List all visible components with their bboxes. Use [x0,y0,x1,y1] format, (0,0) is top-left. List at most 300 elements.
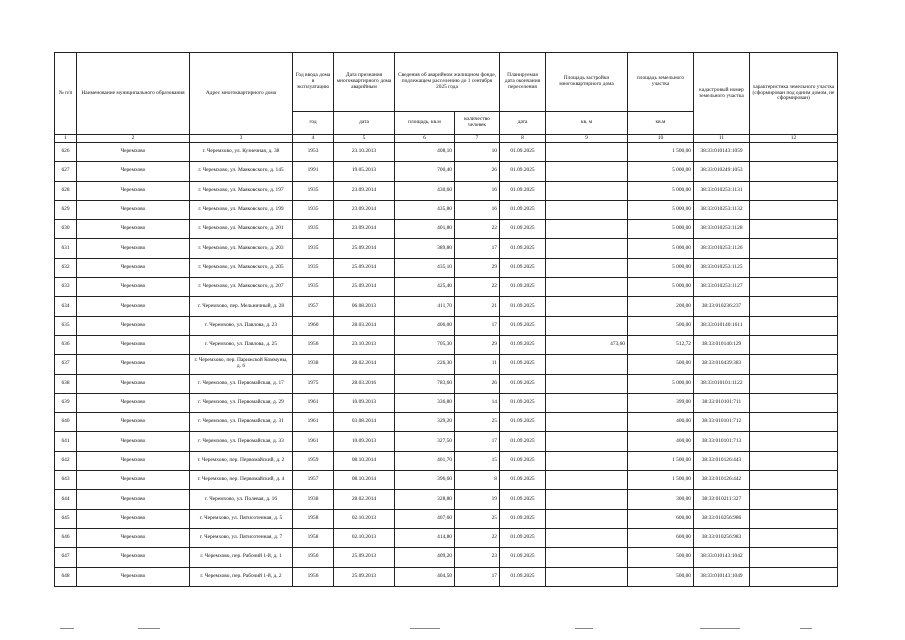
row-end-date: 01.09.2025 [500,297,546,316]
row-land-character [750,355,838,374]
row-address: г. Черемхово, пер. Первомайский, д. 2 [190,451,293,470]
table-row [55,258,838,277]
row-land-area: 500,00 [628,567,694,586]
row-municipality: Черемхово [77,239,190,258]
row-people: 22 [455,278,500,297]
row-land-area: 5 000,00 [628,220,694,239]
row-address: г. Черемхово, пер. Рабочий 1-й, д. 1 [190,548,293,567]
row-year: 1959 [293,451,334,470]
row-area: 401,80 [395,220,455,239]
row-people: 23 [455,548,500,567]
row-land-area: 5 000,00 [628,162,694,181]
row-building-area [546,355,628,374]
row-land-area: 399,00 [628,393,694,412]
row-number: 626 [55,143,77,162]
row-building-area [546,451,628,470]
row-cadastral: 38:33:010126:443 [694,451,750,470]
row-land-character [750,162,838,181]
row-number: 641 [55,432,77,451]
table-row [55,471,838,490]
row-people: 26 [455,162,500,181]
row-end-date: 01.09.2025 [500,258,546,277]
row-building-area: 473,60 [546,335,628,354]
row-cadastral: 38:33:010253:1125 [694,258,750,277]
row-area: 435,10 [395,258,455,277]
column-number: 5 [334,135,395,143]
row-land-character [750,200,838,219]
row-address: г. Черемхово, ул. Пятисотенная, д. 7 [190,528,293,547]
row-address: г. Черемхово, пер. Первомайский, д. 4 [190,471,293,490]
row-land-character [750,143,838,162]
row-address: г. Черемхово, пер. Рабочий 1-й, д. 2 [190,567,293,586]
header-year-commission: Год ввода дома в эксплуатацию [293,53,334,112]
row-address: г. Черемхово, ул. Первомайская, д. 29 [190,393,293,412]
row-year: 1956 [293,567,334,586]
table-row [55,220,838,239]
table-row [55,567,838,586]
row-year: 1961 [293,432,334,451]
row-cadastral: 38:33:010236:237 [694,297,750,316]
row-land-area: 200,00 [628,297,694,316]
row-land-character [750,297,838,316]
row-end-date: 01.09.2025 [500,316,546,335]
subheader-land-sqm: кв.м [628,112,694,135]
row-land-area: 400,00 [628,413,694,432]
row-end-date: 01.09.2025 [500,239,546,258]
row-number: 640 [55,413,77,432]
row-land-character [750,548,838,567]
row-people: 17 [455,239,500,258]
table-row [55,393,838,412]
row-address: г. Черемхово, ул. Павлова, д. 23 [190,316,293,335]
row-number: 628 [55,181,77,200]
row-cadastral: 38:33:010253:1126 [694,239,750,258]
row-cadastral: 38:33:010253:1127 [694,278,750,297]
row-people: 16 [455,181,500,200]
row-end-date: 01.09.2025 [500,355,546,374]
row-end-date: 01.09.2025 [500,278,546,297]
row-people: 25 [455,509,500,528]
column-number: 7 [455,135,500,143]
header-relocated-group: Сведения об аварийном жилищном фонде, подлежащем расселению до 1 сентября 2025 года [395,53,500,112]
table-body [55,143,838,587]
row-municipality: Черемхово [77,567,190,586]
subheader-year: год [293,112,334,135]
row-year: 1953 [293,143,334,162]
row-building-area [546,220,628,239]
row-year: 1956 [293,548,334,567]
row-building-area [546,490,628,509]
row-year: 1961 [293,393,334,412]
row-area: 425,40 [395,278,455,297]
table-row [55,143,838,162]
row-number: 647 [55,548,77,567]
table-row [55,432,838,451]
row-people: 8 [455,471,500,490]
row-people: 16 [455,200,500,219]
row-building-area [546,393,628,412]
row-municipality: Черемхово [77,258,190,277]
row-year: 1935 [293,278,334,297]
table-row [55,297,838,316]
header-date-emergency: Дата признания многоквартирного дома аварийным [334,53,395,112]
row-end-date: 01.09.2025 [500,471,546,490]
row-municipality: Черемхово [77,220,190,239]
table-row [55,548,838,567]
row-building-area [546,239,628,258]
row-year: 1958 [293,528,334,547]
row-land-area: 5 000,00 [628,374,694,393]
row-end-date: 01.09.2025 [500,548,546,567]
column-number: 9 [546,135,628,143]
row-building-area [546,413,628,432]
row-end-date: 01.09.2025 [500,220,546,239]
row-area: 329,20 [395,413,455,432]
scan-mark [410,628,440,629]
row-municipality: Черемхово [77,490,190,509]
row-number: 634 [55,297,77,316]
row-area: 700,40 [395,162,455,181]
row-land-character [750,316,838,335]
row-address: г. Черемхово, пер. Парижской Коммуны, д. 6 [190,355,293,374]
row-land-character [750,509,838,528]
row-municipality: Черемхово [77,200,190,219]
row-people: 26 [455,374,500,393]
row-cadastral: 38:33:010140:129 [694,335,750,354]
row-cadastral: 38:33:010101:713 [694,432,750,451]
column-number: 11 [694,135,750,143]
row-building-area [546,200,628,219]
row-address: г. Черемхово, ул. Маяковского, д. 201 [190,220,293,239]
row-number: 639 [55,393,77,412]
row-land-character [750,181,838,200]
row-number: 631 [55,239,77,258]
row-land-area: 500,00 [628,355,694,374]
row-year: 1991 [293,162,334,181]
table-row [55,239,838,258]
row-land-character [750,335,838,354]
row-area: 409,20 [395,548,455,567]
row-address: г. Черемхово, ул. Маяковского, д. 145 [190,162,293,181]
row-building-area [546,528,628,547]
row-people: 10 [455,143,500,162]
row-year: 1958 [293,509,334,528]
header-building-area: Площадь застройки многоквартирного дома [546,53,628,112]
subheader-building-sqm: кв. м [546,112,628,135]
row-land-area: 5 000,00 [628,258,694,277]
row-land-character [750,432,838,451]
row-cadastral: 38:33:010143:1049 [694,567,750,586]
row-people: 19 [455,490,500,509]
row-land-area: 500,00 [628,548,694,567]
row-year: 1935 [293,220,334,239]
row-people: 15 [455,451,500,470]
row-building-area [546,548,628,567]
row-number: 627 [55,162,77,181]
row-end-date: 01.09.2025 [500,413,546,432]
row-number: 642 [55,451,77,470]
row-area: 414,80 [395,528,455,547]
row-emergency-date: 02.10.2013 [334,509,395,528]
table-row [55,200,838,219]
row-land-character [750,393,838,412]
subheader-people: количество человек [455,112,500,135]
row-municipality: Черемхово [77,432,190,451]
row-emergency-date: 03.08.2014 [334,413,395,432]
table-row [55,162,838,181]
row-year: 1960 [293,316,334,335]
row-number: 646 [55,528,77,547]
column-number: 6 [395,135,455,143]
row-number: 644 [55,490,77,509]
row-area: 327,50 [395,432,455,451]
row-address: г. Черемхово, ул. Первомайская, д. 17 [190,374,293,393]
column-number: 10 [628,135,694,143]
row-number: 635 [55,316,77,335]
row-address: г. Черемхово, ул. Первомайская, д. 33 [190,432,293,451]
row-number: 637 [55,355,77,374]
row-number: 638 [55,374,77,393]
row-area: 783,60 [395,374,455,393]
row-year: 1935 [293,239,334,258]
row-municipality: Черемхово [77,143,190,162]
header-land-character: характеристика земельного участка (сформирован под одним домом, не сформирован) [750,53,838,135]
row-end-date: 01.09.2025 [500,393,546,412]
row-people: 17 [455,432,500,451]
table-row [55,451,838,470]
row-building-area [546,258,628,277]
row-cadastral: 38:33:010253:1131 [694,181,750,200]
row-emergency-date: 25.09.2013 [334,567,395,586]
row-year: 1935 [293,200,334,219]
row-address: г. Черемхово, ул. Кузнечная, д. 38 [190,143,293,162]
row-address: г. Черемхово, ул. Маяковского, д. 199 [190,200,293,219]
row-end-date: 01.09.2025 [500,162,546,181]
row-emergency-date: 06.08.2013 [334,297,395,316]
row-emergency-date: 28.02.2014 [334,355,395,374]
row-land-area: 500,00 [628,316,694,335]
row-year: 1957 [293,297,334,316]
table-row [55,355,838,374]
row-emergency-date: 10.09.2013 [334,432,395,451]
row-address: г. Черемхово, ул. Первомайская, д. 31 [190,413,293,432]
row-people: 21 [455,297,500,316]
row-municipality: Черемхово [77,355,190,374]
row-municipality: Черемхово [77,528,190,547]
row-area: 430,60 [395,181,455,200]
row-municipality: Черемхово [77,297,190,316]
row-people: 17 [455,316,500,335]
row-building-area [546,471,628,490]
row-area: 396,60 [395,471,455,490]
row-land-area: 300,00 [628,490,694,509]
row-address: г. Черемхово, ул. Маяковского, д. 197 [190,181,293,200]
row-number: 630 [55,220,77,239]
row-municipality: Черемхово [77,393,190,412]
row-cadastral: 38:33:010143:1042 [694,548,750,567]
row-area: 389,80 [395,239,455,258]
row-number: 643 [55,471,77,490]
header-land-area: площадь земельного участка [628,53,694,112]
row-land-character [750,413,838,432]
scan-mark [60,628,74,629]
row-area: 336,80 [395,393,455,412]
row-land-area: 1 500,00 [628,471,694,490]
row-end-date: 01.09.2025 [500,143,546,162]
row-emergency-date: 28.02.2014 [334,490,395,509]
row-area: 408,10 [395,143,455,162]
row-building-area [546,162,628,181]
row-address: г. Черемхово, ул. Полевая, д. 16 [190,490,293,509]
row-emergency-date: 23.10.2013 [334,335,395,354]
row-address: г. Черемхово, пер. Мельничный, д. 28 [190,297,293,316]
row-emergency-date: 10.09.2013 [334,393,395,412]
row-cadastral: 38:33:010256:983 [694,528,750,547]
row-land-area: 5 000,00 [628,200,694,219]
row-number: 629 [55,200,77,219]
row-cadastral: 38:33:010126:442 [694,471,750,490]
row-year: 1957 [293,471,334,490]
column-number: 8 [500,135,546,143]
table-row [55,509,838,528]
row-municipality: Черемхово [77,413,190,432]
row-year: 1938 [293,355,334,374]
row-municipality: Черемхово [77,181,190,200]
row-land-area: 1 500,00 [628,143,694,162]
row-land-area: 600,00 [628,528,694,547]
row-emergency-date: 23.09.2014 [334,220,395,239]
row-municipality: Черемхово [77,548,190,567]
row-people: 29 [455,258,500,277]
row-end-date: 01.09.2025 [500,432,546,451]
row-end-date: 01.09.2025 [500,200,546,219]
row-building-area [546,297,628,316]
scan-mark [138,628,160,629]
row-area: 328,80 [395,490,455,509]
row-land-area: 5 000,00 [628,278,694,297]
row-land-area: 512,72 [628,335,694,354]
row-cadastral: 38:33:010439:383 [694,355,750,374]
row-end-date: 01.09.2025 [500,490,546,509]
row-cadastral: 38:33:010143:1059 [694,143,750,162]
row-municipality: Черемхово [77,162,190,181]
row-end-date: 01.09.2025 [500,374,546,393]
row-address: г. Черемхово, ул. Маяковского, д. 203 [190,239,293,258]
table-row [55,490,838,509]
header-planned-end: Планируемая дата окончания переселения [500,53,546,112]
table-row [55,278,838,297]
row-land-character [750,239,838,258]
row-land-character [750,490,838,509]
row-municipality: Черемхово [77,471,190,490]
row-land-area: 5 000,00 [628,239,694,258]
header-municipality: Наименование муниципального образования [77,53,190,135]
scan-mark [700,628,740,629]
row-area: 226,30 [395,355,455,374]
row-emergency-date: 02.10.2013 [334,528,395,547]
row-land-character [750,451,838,470]
scan-mark [575,628,593,629]
row-emergency-date: 28.03.2016 [334,374,395,393]
row-emergency-date: 23.10.2013 [334,143,395,162]
row-emergency-date: 19.05.2013 [334,162,395,181]
row-area: 411,70 [395,297,455,316]
row-end-date: 01.09.2025 [500,509,546,528]
row-end-date: 01.09.2025 [500,451,546,470]
row-number: 632 [55,258,77,277]
row-emergency-date: 25.09.2013 [334,548,395,567]
row-cadastral: 38:33:010101:712 [694,413,750,432]
row-area: 404,50 [395,567,455,586]
row-end-date: 01.09.2025 [500,181,546,200]
row-emergency-date: 08.10.2014 [334,471,395,490]
row-land-area: 600,00 [628,509,694,528]
row-emergency-date: 08.10.2014 [334,451,395,470]
row-people: 29 [455,335,500,354]
row-building-area [546,432,628,451]
row-address: г. Черемхово, ул. Пятисотенная, д. 5 [190,509,293,528]
row-building-area [546,181,628,200]
row-building-area [546,278,628,297]
row-people: 17 [455,567,500,586]
row-cadastral: 38:33:010101:711 [694,393,750,412]
row-municipality: Черемхово [77,316,190,335]
row-emergency-date: 28.03.2014 [334,316,395,335]
row-area: 435,80 [395,200,455,219]
column-number: 4 [293,135,334,143]
row-year: 1935 [293,258,334,277]
header-address: Адрес многоквартирного дома [190,53,293,135]
row-cadastral: 38:33:010256:986 [694,509,750,528]
row-area: 401,70 [395,451,455,470]
row-municipality: Черемхово [77,451,190,470]
row-land-area: 1 500,00 [628,451,694,470]
row-land-character [750,567,838,586]
row-emergency-date: 25.09.2014 [334,239,395,258]
column-number-row [55,135,838,143]
row-building-area [546,143,628,162]
subheader-date: дата [334,112,395,135]
row-year: 1938 [293,490,334,509]
row-people: 11 [455,355,500,374]
row-emergency-date: 25.09.2014 [334,278,395,297]
row-year: 1975 [293,374,334,393]
row-building-area [546,567,628,586]
row-emergency-date: 23.09.2014 [334,181,395,200]
row-year: 1961 [293,413,334,432]
row-land-area: 400,00 [628,432,694,451]
row-end-date: 01.09.2025 [500,335,546,354]
column-number: 1 [55,135,77,143]
row-land-character [750,471,838,490]
row-building-area [546,316,628,335]
row-address: г. Черемхово, ул. Маяковского, д. 205 [190,258,293,277]
row-land-character [750,374,838,393]
header-num: № п/п [55,53,77,135]
row-people: 25 [455,413,500,432]
table-row [55,374,838,393]
row-municipality: Черемхово [77,509,190,528]
row-end-date: 01.09.2025 [500,528,546,547]
row-number: 636 [55,335,77,354]
row-cadastral: 38:33:010101:1122 [694,374,750,393]
row-land-character [750,528,838,547]
header-cadastral: кадастровый номер земельного участка [694,53,750,135]
row-area: 705,30 [395,335,455,354]
row-municipality: Черемхово [77,335,190,354]
row-emergency-date: 25.09.2014 [334,258,395,277]
table-row [55,316,838,335]
